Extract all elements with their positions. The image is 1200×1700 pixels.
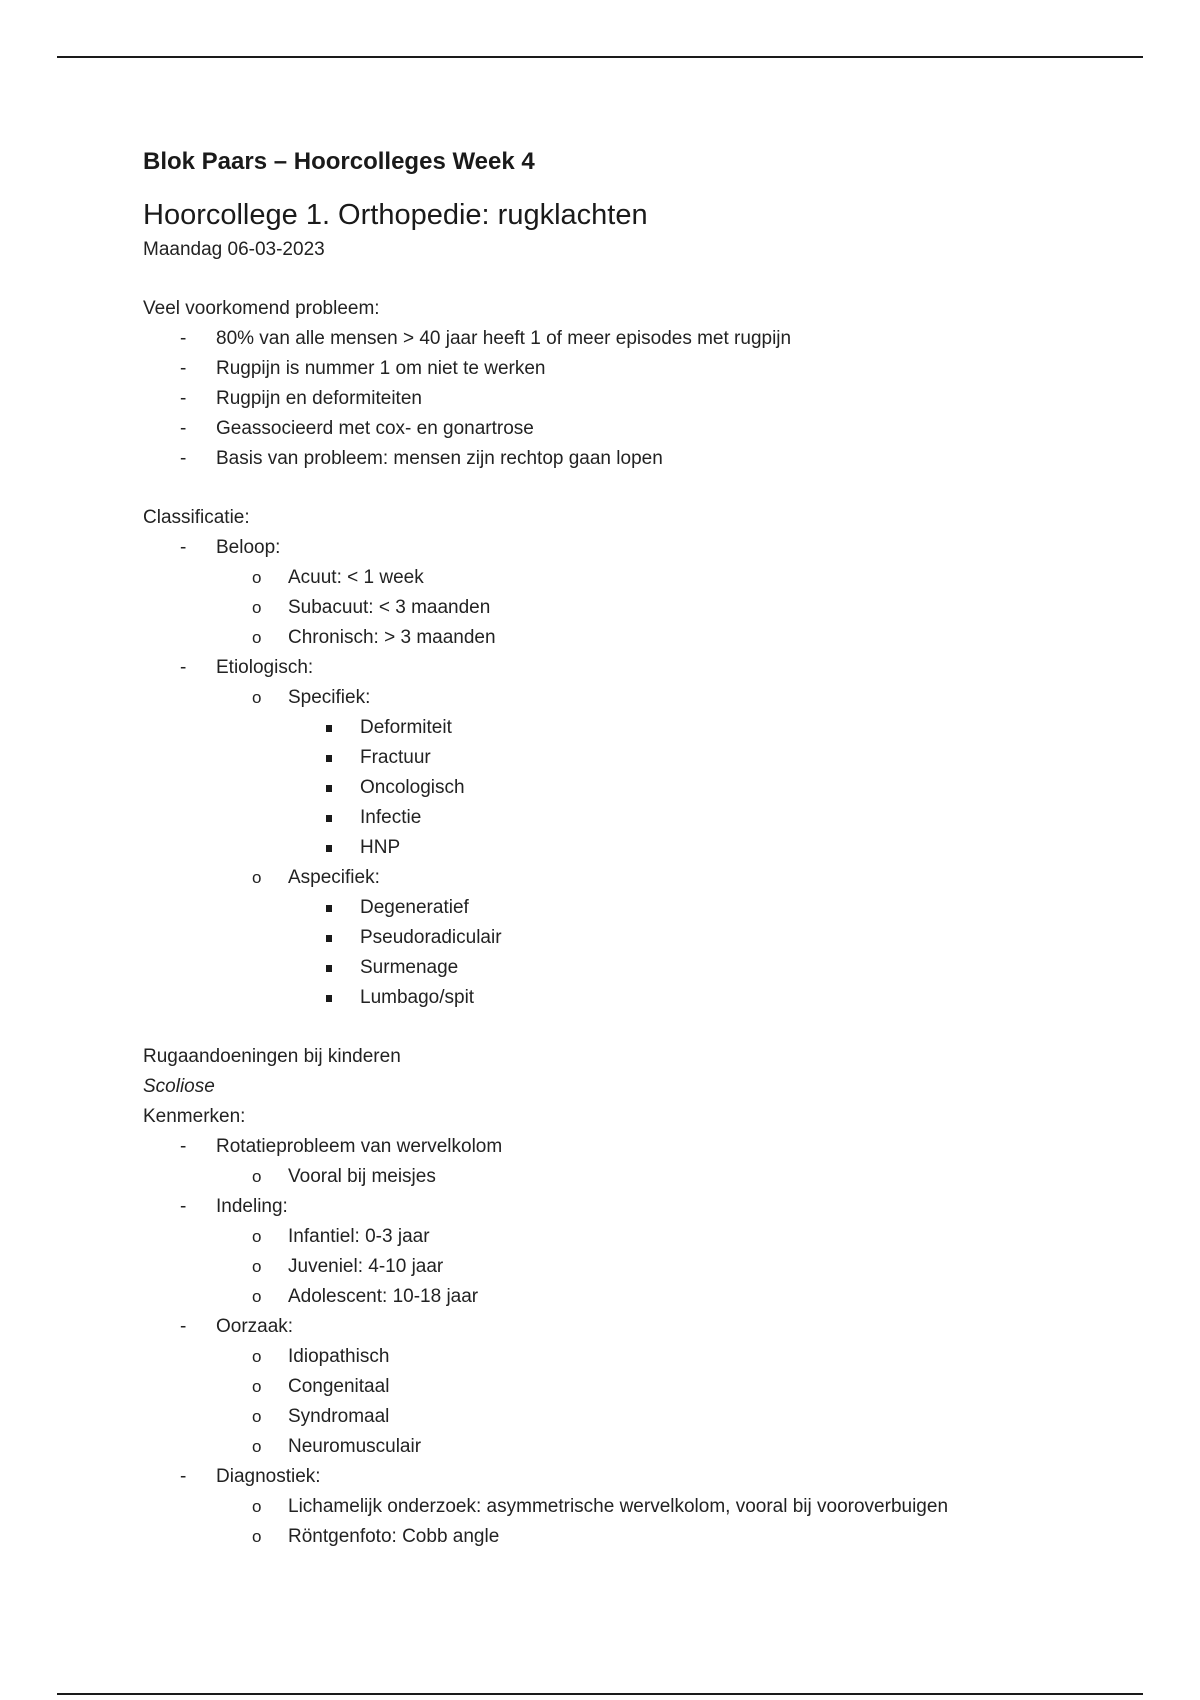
- circle-marker: o: [252, 598, 262, 617]
- dash-marker: -: [180, 328, 187, 349]
- circle-marker: o: [252, 1407, 262, 1426]
- spacer: [143, 265, 1143, 294]
- lecture-title: Hoorcollege 1. Orthopedie: rugklachten: [143, 199, 648, 231]
- kenmerken-label: Kenmerken:: [143, 1106, 246, 1127]
- list-item: o Neuromusculair: [143, 1432, 1143, 1462]
- common-problem-list: [143, 324, 1143, 474]
- dash-marker: -: [180, 537, 187, 558]
- list-item: Oncologisch: [143, 773, 1143, 803]
- dash-marker: -: [180, 358, 187, 379]
- square-bullet-icon: [326, 785, 332, 792]
- spacer: [143, 1013, 1143, 1042]
- list-item: o Syndromaal: [143, 1402, 1143, 1432]
- footer-rule: [57, 1693, 1143, 1695]
- dash-marker: -: [180, 1316, 187, 1337]
- list-item-specifiek: o Specifiek:: [143, 683, 1143, 713]
- subheading-scoliose: Scoliose: [143, 1076, 215, 1097]
- circle-marker: o: [252, 1257, 262, 1276]
- square-bullet-icon: [326, 725, 332, 732]
- list-item: Deformiteit: [143, 713, 1143, 743]
- circle-marker: o: [252, 1167, 262, 1186]
- list-item-aspecifiek: o Aspecifiek:: [143, 863, 1143, 893]
- circle-marker: o: [252, 688, 262, 707]
- section-heading-common-problem: Veel voorkomend probleem:: [143, 298, 380, 319]
- list-item: - Geassocieerd met cox- en gonartrose: [143, 414, 1143, 444]
- circle-marker: o: [252, 1437, 262, 1456]
- list-item: Lumbago/spit: [143, 983, 1143, 1013]
- square-bullet-icon: [326, 815, 332, 822]
- square-bullet-icon: [326, 755, 332, 762]
- dash-marker: -: [180, 657, 187, 678]
- circle-marker: o: [252, 868, 262, 887]
- square-bullet-icon: [326, 935, 332, 942]
- list-item: - 80% van alle mensen > 40 jaar heeft 1 of meer episodes met rugpijn: [143, 324, 1143, 354]
- list-item-rotatie: - Rotatieprobleem van wervelkolom: [143, 1132, 1143, 1162]
- list-item: o Idiopathisch: [143, 1342, 1143, 1372]
- list-item: o Adolescent: 10-18 jaar: [143, 1282, 1143, 1312]
- header-rule: [57, 56, 1143, 58]
- dash-marker: -: [180, 388, 187, 409]
- list-item: o Acuut: < 1 week: [143, 563, 1143, 593]
- circle-marker: o: [252, 1527, 262, 1546]
- square-bullet-icon: [326, 905, 332, 912]
- square-bullet-icon: [326, 965, 332, 972]
- list-item: Pseudoradiculair: [143, 923, 1143, 953]
- document-body: [143, 143, 1143, 1552]
- list-item: Infectie: [143, 803, 1143, 833]
- list-item: o Röntgenfoto: Cobb angle: [143, 1522, 1143, 1552]
- list-item-beloop: - Beloop:: [143, 533, 1143, 563]
- kenmerken-list: [143, 1132, 1143, 1552]
- spacer: [143, 474, 1143, 503]
- list-item: Fractuur: [143, 743, 1143, 773]
- list-item: o Congenitaal: [143, 1372, 1143, 1402]
- list-item: - Basis van probleem: mensen zijn rechtop gaan lopen: [143, 444, 1143, 474]
- list-item: o Infantiel: 0-3 jaar: [143, 1222, 1143, 1252]
- dash-marker: -: [180, 1136, 187, 1157]
- list-item: o Juveniel: 4-10 jaar: [143, 1252, 1143, 1282]
- list-item: o Lichamelijk onderzoek: asymmetrische wervelkolom, vooral bij vooroverbuigen: [143, 1492, 1143, 1522]
- list-item-indeling: - Indeling:: [143, 1192, 1143, 1222]
- section-heading-classification: Classificatie:: [143, 507, 250, 528]
- dash-marker: -: [180, 1196, 187, 1217]
- list-item: Degeneratief: [143, 893, 1143, 923]
- square-bullet-icon: [326, 995, 332, 1002]
- classification-list: [143, 533, 1143, 1013]
- circle-marker: o: [252, 1347, 262, 1366]
- circle-marker: o: [252, 1497, 262, 1516]
- dash-marker: -: [180, 418, 187, 439]
- list-item: - Rugpijn is nummer 1 om niet te werken: [143, 354, 1143, 384]
- circle-marker: o: [252, 628, 262, 647]
- list-item: o Subacuut: < 3 maanden: [143, 593, 1143, 623]
- circle-marker: o: [252, 1227, 262, 1246]
- list-item-etiologisch: - Etiologisch:: [143, 653, 1143, 683]
- list-item-oorzaak: - Oorzaak:: [143, 1312, 1143, 1342]
- dash-marker: -: [180, 448, 187, 469]
- circle-marker: o: [252, 1377, 262, 1396]
- list-item: Surmenage: [143, 953, 1143, 983]
- section-heading-children: Rugaandoeningen bij kinderen: [143, 1046, 401, 1067]
- list-item: - Rugpijn en deformiteiten: [143, 384, 1143, 414]
- list-item: o Chronisch: > 3 maanden: [143, 623, 1143, 653]
- document-title: Blok Paars – Hoorcolleges Week 4: [143, 148, 535, 175]
- lecture-date: Maandag 06-03-2023: [143, 239, 325, 260]
- list-item-diagnostiek: - Diagnostiek:: [143, 1462, 1143, 1492]
- list-item: o Vooral bij meisjes: [143, 1162, 1143, 1192]
- list-item: HNP: [143, 833, 1143, 863]
- circle-marker: o: [252, 568, 262, 587]
- circle-marker: o: [252, 1287, 262, 1306]
- square-bullet-icon: [326, 845, 332, 852]
- dash-marker: -: [180, 1466, 187, 1487]
